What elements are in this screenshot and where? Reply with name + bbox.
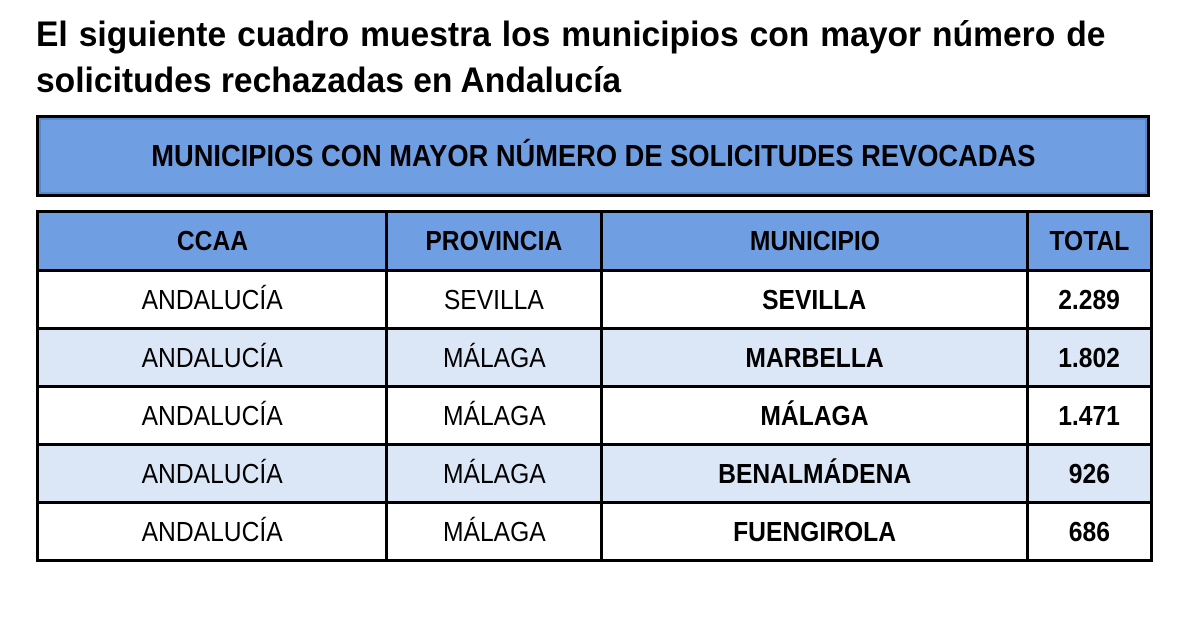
column-header-total: TOTAL xyxy=(1028,212,1152,271)
column-header-provincia: PROVINCIA xyxy=(387,212,602,271)
cell-municipio: MÁLAGA xyxy=(602,387,1028,445)
cell-ccaa: ANDALUCÍA xyxy=(38,271,387,329)
cell-ccaa: ANDALUCÍA xyxy=(38,387,387,445)
cell-municipio: BENALMÁDENA xyxy=(602,445,1028,503)
cell-total: 926 xyxy=(1028,445,1152,503)
cell-total: 1.471 xyxy=(1028,387,1152,445)
table-row xyxy=(38,503,1152,561)
column-header-ccaa: CCAA xyxy=(38,212,387,271)
cell-provincia: MÁLAGA xyxy=(387,445,602,503)
cell-municipio: SEVILLA xyxy=(602,271,1028,329)
intro-paragraph: El siguiente cuadro muestra los municipios con mayor número de solicitudes rechazadas en Andalucía xyxy=(36,15,1106,100)
column-header-municipio: MUNICIPIO xyxy=(602,212,1028,271)
cell-total: 2.289 xyxy=(1028,271,1152,329)
cell-ccaa: ANDALUCÍA xyxy=(38,503,387,561)
table-title-banner xyxy=(36,115,1150,197)
municipalities-table xyxy=(36,210,1153,562)
cell-provincia: MÁLAGA xyxy=(387,329,602,387)
cell-municipio: FUENGIROLA xyxy=(602,503,1028,561)
cell-total: 686 xyxy=(1028,503,1152,561)
table-row xyxy=(38,445,1152,503)
cell-ccaa: ANDALUCÍA xyxy=(38,445,387,503)
cell-total: 1.802 xyxy=(1028,329,1152,387)
table-header-row xyxy=(38,212,1152,271)
table-title: MUNICIPIOS CON MAYOR NÚMERO DE SOLICITUDES REVOCADAS xyxy=(150,138,1036,173)
table-row xyxy=(38,387,1152,445)
table-row xyxy=(38,271,1152,329)
cell-provincia: MÁLAGA xyxy=(387,503,602,561)
cell-municipio: MARBELLA xyxy=(602,329,1028,387)
cell-provincia: MÁLAGA xyxy=(387,387,602,445)
cell-ccaa: ANDALUCÍA xyxy=(38,329,387,387)
table-row xyxy=(38,329,1152,387)
cell-provincia: SEVILLA xyxy=(387,271,602,329)
